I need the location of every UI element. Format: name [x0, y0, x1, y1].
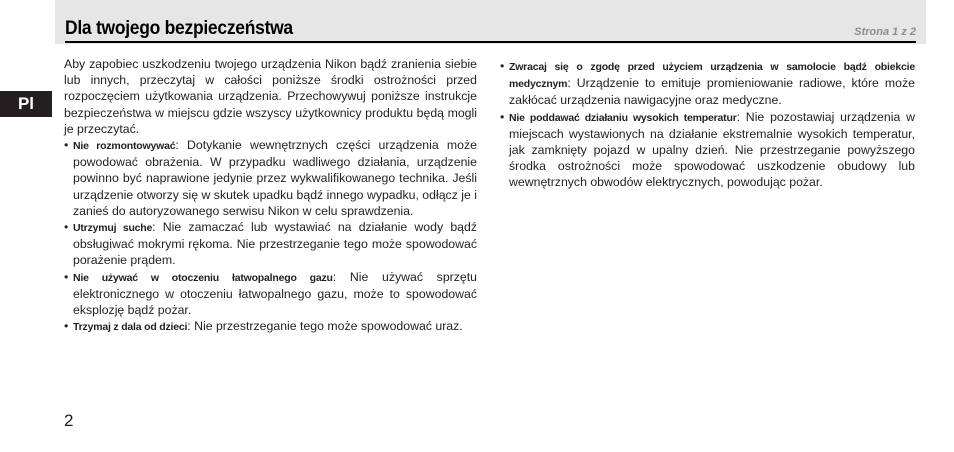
- page-indicator: Strona 1 z 2: [854, 26, 916, 38]
- item-text: : Nie zamaczać lub wystawiać na działanie wody bądź obsługiwać mokrymi rękoma. Nie przestrzeganie tego może spowodować porażenie prądem.: [73, 220, 477, 268]
- list-item: [500, 58, 915, 109]
- right-safety-list: [500, 58, 915, 191]
- language-tab: Pl: [0, 91, 52, 117]
- item-text: : Nie używać sprzętu elektronicznego w otoczeniu łatwopalnego gazu, może to spowodować eksplozję bądź pożar.: [73, 269, 477, 318]
- title-rule: [65, 41, 916, 43]
- list-item: [64, 137, 477, 219]
- item-text: : Urządzenie to emituje promieniowanie radiowe, które może zakłócać urządzenia nawigacyjne oraz medyczne.: [509, 76, 915, 108]
- list-item: [64, 318, 477, 335]
- item-text: : Dotykanie wewnętrznych części urządzenia może powodować obrażenia. W przypadku wadliwego działania, urządzenie powinno być naprawione jedynie przez wykwalifikowanego technika. Jeśli urządzenie otworzy się w skutek upadku bądź innego wypadku, odłącz je i zanieś do autoryzowanego serwisu Nikon w celu sprawdzenia.: [73, 138, 477, 218]
- item-text: : Nie pozostawiaj urządzenia w miejscach wystawionych na działanie ekstremalnie wysokich temperatur, jak zamknięty pojazd w upalny dzień. Nie przestrzeganie powyższego środka ostrożności może spowodować uszkodzenie obudowy lub wewnętrznych obwodów elektrycznych, powodując pożar.: [509, 109, 915, 190]
- page-number: 2: [64, 411, 74, 430]
- item-text: : Nie przestrzeganie tego może spowodować uraz.: [187, 319, 463, 334]
- item-term: Trzymaj z dala od dzieci: [73, 321, 188, 334]
- item-term: Zwracaj się o zgodę przed użyciem urządzenia w samolocie bądź obiekcie medycznym: [509, 61, 915, 91]
- intro-paragraph: Aby zapobiec uszkodzeniu twojego urządzenia Nikon bądź zranienia siebie lub innych, przeczytaj w całości poniższe środki ostrożności przed rozpoczęciem użytkowania urządzenia. Przechowywuj poniższe instrukcje bezpieczeństwa w miejscu gdzie wszyscy użytkownicy produktu będą mogli je przeczytać.: [64, 57, 477, 136]
- right-column: [500, 58, 915, 191]
- list-item: [500, 109, 915, 191]
- item-term: Nie używać w otoczeniu łatwopalnego gazu: [73, 271, 333, 284]
- item-term: Nie poddawać działaniu wysokich temperatur: [509, 111, 737, 124]
- list-item: [64, 269, 477, 319]
- page-title: Dla twojego bezpieczeństwa: [65, 18, 293, 39]
- left-safety-list: [64, 137, 477, 335]
- left-column: [64, 56, 477, 335]
- list-item: [64, 219, 477, 269]
- item-term: Utrzymuj suche: [73, 222, 153, 235]
- item-term: Nie rozmontowywać: [73, 140, 176, 153]
